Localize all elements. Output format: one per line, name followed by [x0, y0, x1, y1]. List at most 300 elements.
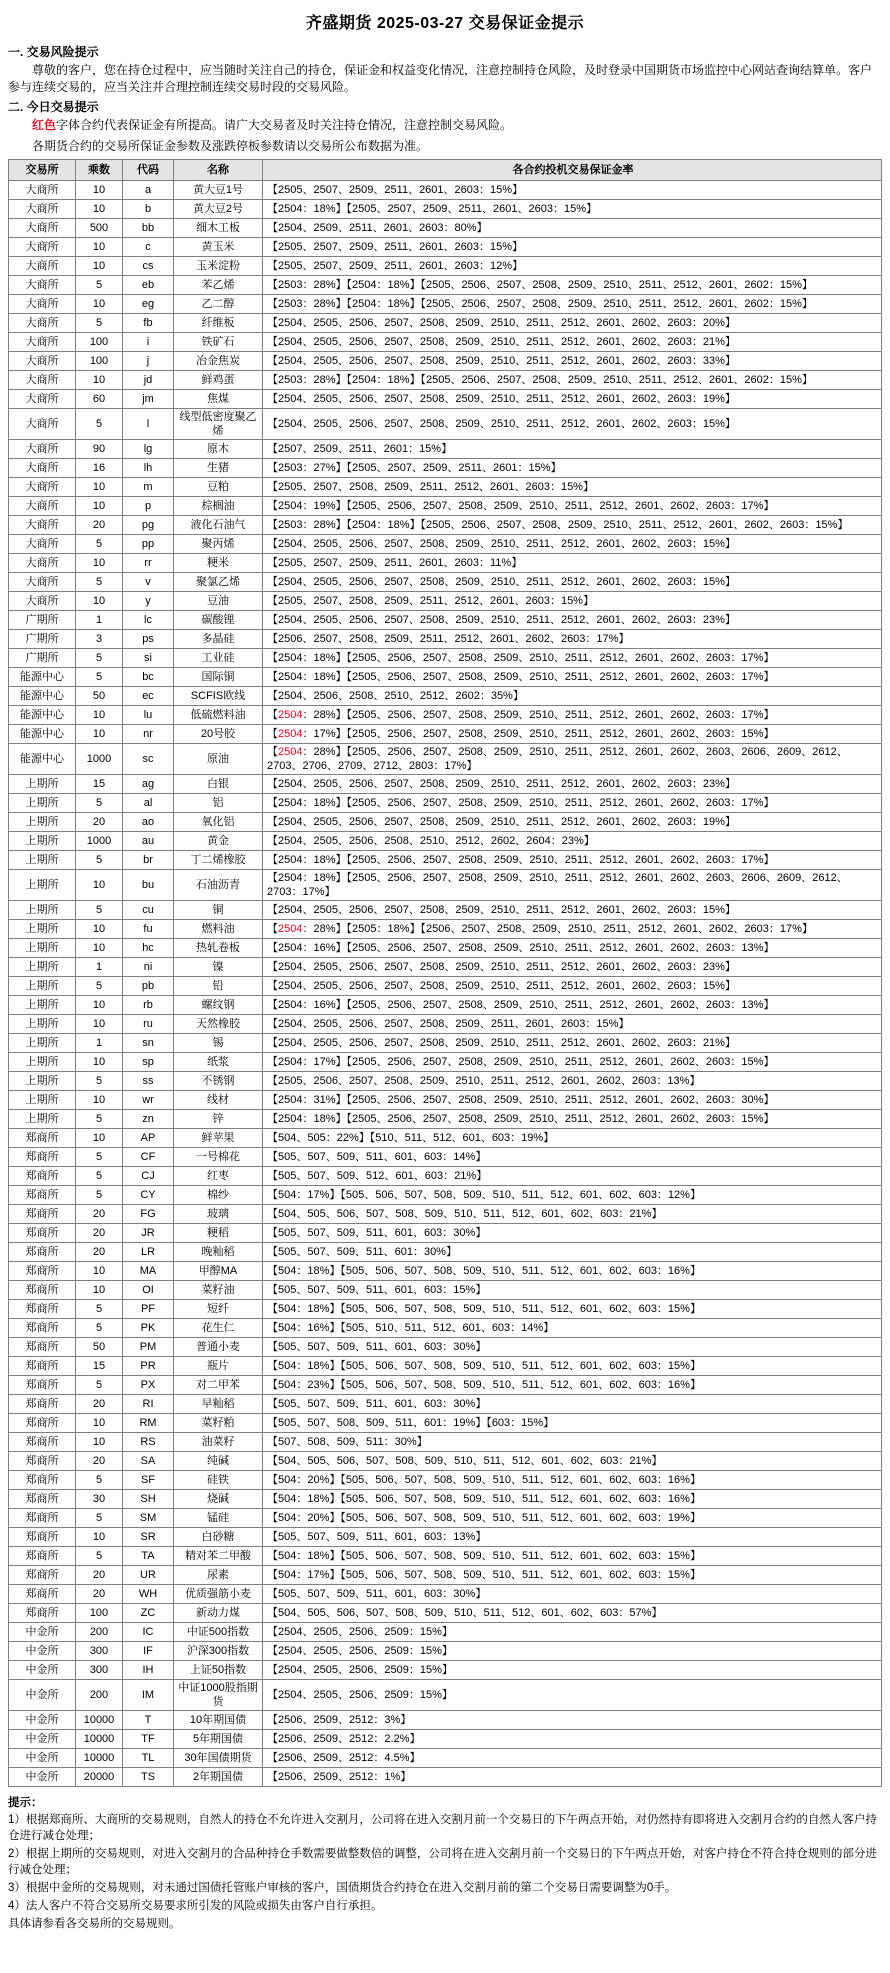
cell-exchange: 上期所: [9, 1053, 76, 1072]
cell-rate: 【2505、2507、2508、2509、2511、2512、2601、2603：15%】: [263, 592, 882, 611]
cell-exchange: 中金所: [9, 1680, 76, 1711]
cell-multiplier: 10: [76, 554, 123, 573]
note-item: 1）根据郑商所、大商所的交易规则，自然人的持仓不允许进入交割月，公司将在进入交割月前一个交易日的下午两点开始，对仍然持有即将进入交割月合约的自然人客户持仓进行减仓处理；: [8, 1814, 877, 1842]
table-row: [9, 1433, 882, 1452]
cell-multiplier: 1: [76, 1034, 123, 1053]
cell-name: 冶金焦炭: [174, 352, 263, 371]
cell-multiplier: 5: [76, 1376, 123, 1395]
cell-exchange: 大商所: [9, 535, 76, 554]
cell-code: b: [123, 200, 174, 219]
cell-multiplier: 5: [76, 1547, 123, 1566]
cell-rate: 【507、508、509、511：30%】: [263, 1433, 882, 1452]
cell-exchange: 郑商所: [9, 1547, 76, 1566]
cell-multiplier: 5: [76, 573, 123, 592]
cell-exchange: 广期所: [9, 611, 76, 630]
cell-exchange: 大商所: [9, 238, 76, 257]
cell-rate: 【505、507、509、511、601、603：14%】: [263, 1148, 882, 1167]
table-row: [9, 1547, 882, 1566]
cell-code: lg: [123, 440, 174, 459]
cell-multiplier: 10: [76, 238, 123, 257]
cell-code: RI: [123, 1395, 174, 1414]
cell-code: JR: [123, 1224, 174, 1243]
cell-code: jd: [123, 371, 174, 390]
table-row: [9, 1148, 882, 1167]
cell-rate: 【2504：18%】【2505、2506、2507、2508、2509、2510、2511、2512、2601、2602、2603、2606、2609、2612、2703：17%】: [263, 870, 882, 901]
margin-rate-table: [8, 159, 882, 1787]
cell-code: si: [123, 649, 174, 668]
cell-rate: 【504、505、506、507、508、509、510、511、512、601、602、603：21%】: [263, 1452, 882, 1471]
cell-rate: 【504：18%】【505、506、507、508、509、510、511、512、601、602、603：16%】: [263, 1262, 882, 1281]
cell-exchange: 郑商所: [9, 1490, 76, 1509]
cell-exchange: 郑商所: [9, 1509, 76, 1528]
cell-rate: 【2504、2505、2506、2507、2508、2509、2510、2511、2512、2601、2602、2603：15%】: [263, 901, 882, 920]
cell-name: 螺纹钢: [174, 996, 263, 1015]
cell-rate: 【2504：18%】【2505、2506、2507、2508、2509、2510、2511、2512、2601、2602、2603：17%】: [263, 668, 882, 687]
cell-code: cu: [123, 901, 174, 920]
cell-name: 玻璃: [174, 1205, 263, 1224]
cell-name: 热轧卷板: [174, 939, 263, 958]
cell-rate: 【2504：18%】【2505、2507、2509、2511、2601、2603：15%】: [263, 200, 882, 219]
cell-rate: 【504：20%】【505、506、507、508、509、510、511、512、601、602、603：19%】: [263, 1509, 882, 1528]
cell-rate: 【505、507、508、509、511、601：19%】【603：15%】: [263, 1414, 882, 1433]
cell-name: 豆粕: [174, 478, 263, 497]
cell-exchange: 上期所: [9, 939, 76, 958]
cell-rate: 【505、507、509、511、601：30%】: [263, 1243, 882, 1262]
cell-rate: 【2504：18%】【2505、2506、2507、2508、2509、2510、2511、2512、2601、2602、2603：17%】: [263, 851, 882, 870]
cell-rate: 【2504、2505、2506、2509：15%】: [263, 1623, 882, 1642]
table-row: [9, 390, 882, 409]
cell-multiplier: 10: [76, 592, 123, 611]
table-row: [9, 1167, 882, 1186]
cell-multiplier: 5: [76, 901, 123, 920]
cell-code: sc: [123, 744, 174, 775]
cell-multiplier: 10: [76, 181, 123, 200]
cell-exchange: 上期所: [9, 775, 76, 794]
cell-name: 铁矿石: [174, 333, 263, 352]
cell-name: 粳米: [174, 554, 263, 573]
cell-exchange: 能源中心: [9, 706, 76, 725]
cell-multiplier: 200: [76, 1680, 123, 1711]
section-risk-text: 尊敬的客户，您在持仓过程中，应当随时关注自己的持仓，保证金和权益变化情况，注意控制持仓风险，及时登录中国期货市场监控中心网站查询结算单。客户参与连续交易的，应当关注并合理控制连续交易时段的交易风险。: [8, 63, 873, 94]
cell-rate: 【2504、2505、2506、2507、2508、2509、2510、2511、2512、2601、2602、2603：15%】: [263, 409, 882, 440]
table-row: [9, 668, 882, 687]
table-row: [9, 920, 882, 939]
cell-rate: 【505、507、509、511、601、603：30%】: [263, 1395, 882, 1414]
cell-rate: 【2504：18%】【2505、2506、2507、2508、2509、2510、2511、2512、2601、2602、2603：17%】: [263, 649, 882, 668]
table-row: [9, 1414, 882, 1433]
cell-exchange: 郑商所: [9, 1452, 76, 1471]
cell-rate: 【2503：28%】【2504：18%】【2505、2506、2507、2508、2509、2510、2511、2512、2601、2602：15%】: [263, 295, 882, 314]
cell-rate: 【2504、2509、2511、2601、2603：80%】: [263, 219, 882, 238]
note-item: 4）法人客户不符合交易所交易要求所引发的风险或损失由客户自行承担。: [8, 1900, 383, 1912]
cell-name: 聚氯乙烯: [174, 573, 263, 592]
cell-name: 中证1000股指期货: [174, 1680, 263, 1711]
cell-multiplier: 5: [76, 1319, 123, 1338]
cell-code: CF: [123, 1148, 174, 1167]
cell-code: a: [123, 181, 174, 200]
cell-code: m: [123, 478, 174, 497]
cell-name: 短纤: [174, 1300, 263, 1319]
cell-exchange: 上期所: [9, 1072, 76, 1091]
cell-code: pp: [123, 535, 174, 554]
section-today-text-1: [8, 117, 882, 134]
cell-rate: 【2505、2507、2509、2511、2601、2603：11%】: [263, 554, 882, 573]
cell-multiplier: 500: [76, 219, 123, 238]
cell-code: bc: [123, 668, 174, 687]
cell-rate: 【2506、2509、2512：4.5%】: [263, 1749, 882, 1768]
cell-rate: 【2504：18%】【2505、2506、2507、2508、2509、2510、2511、2512、2601、2602、2603：17%】: [263, 794, 882, 813]
table-row: [9, 276, 882, 295]
cell-code: bu: [123, 870, 174, 901]
cell-rate: 【504：16%】【505、510、511、512、601、603：14%】: [263, 1319, 882, 1338]
cell-exchange: 中金所: [9, 1730, 76, 1749]
cell-multiplier: 10000: [76, 1749, 123, 1768]
table-row: [9, 592, 882, 611]
cell-rate: 【2504：28%】【2505：18%】【2506、2507、2508、2509、2510、2511、2512、2601、2602、2603：17%】: [263, 920, 882, 939]
cell-multiplier: 10000: [76, 1730, 123, 1749]
cell-exchange: 上期所: [9, 901, 76, 920]
cell-name: 2年期国债: [174, 1768, 263, 1787]
cell-multiplier: 5: [76, 649, 123, 668]
cell-rate: 【2503：28%】【2504：18%】【2505、2506、2507、2508、2509、2510、2511、2512、2601、2602：15%】: [263, 371, 882, 390]
cell-exchange: 郑商所: [9, 1186, 76, 1205]
cell-exchange: 上期所: [9, 977, 76, 996]
cell-code: SF: [123, 1471, 174, 1490]
cell-rate: 【2504：28%】【2505、2506、2507、2508、2509、2510、2511、2512、2601、2602、2603：17%】: [263, 706, 882, 725]
page-title: 齐盛期货 2025-03-27 交易保证金提示: [305, 15, 585, 32]
cell-rate: 【504：18%】【505、506、507、508、509、510、511、512、601、602、603：15%】: [263, 1547, 882, 1566]
cell-code: SR: [123, 1528, 174, 1547]
cell-name: 工业硅: [174, 649, 263, 668]
cell-exchange: 上期所: [9, 958, 76, 977]
cell-multiplier: 20: [76, 1585, 123, 1604]
cell-rate: 【2504、2505、2506、2507、2508、2509、2510、2511、2512、2601、2602、2603：23%】: [263, 775, 882, 794]
cell-rate: 【2504、2505、2506、2507、2508、2509、2510、2511、2512、2601、2602、2603：21%】: [263, 333, 882, 352]
cell-exchange: 郑商所: [9, 1357, 76, 1376]
cell-name: 菜籽粕: [174, 1414, 263, 1433]
cell-multiplier: 10: [76, 920, 123, 939]
cell-name: 焦煤: [174, 390, 263, 409]
cell-exchange: 大商所: [9, 200, 76, 219]
cell-code: FG: [123, 1205, 174, 1224]
rate-red-month: 2504: [278, 709, 303, 721]
cell-exchange: 中金所: [9, 1711, 76, 1730]
table-row: [9, 1300, 882, 1319]
cell-multiplier: 5: [76, 1110, 123, 1129]
cell-exchange: 大商所: [9, 516, 76, 535]
cell-code: PX: [123, 1376, 174, 1395]
table-row: [9, 440, 882, 459]
cell-multiplier: 10: [76, 706, 123, 725]
cell-code: wr: [123, 1091, 174, 1110]
cell-multiplier: 5: [76, 535, 123, 554]
cell-name: 菜籽油: [174, 1281, 263, 1300]
table-row: [9, 1680, 882, 1711]
cell-code: rb: [123, 996, 174, 1015]
table-body: [9, 181, 882, 1787]
cell-exchange: 郑商所: [9, 1129, 76, 1148]
table-row: [9, 1566, 882, 1585]
cell-exchange: 上期所: [9, 851, 76, 870]
cell-name: 沪深300指数: [174, 1642, 263, 1661]
rate-red-month: 2504: [278, 923, 303, 935]
cell-name: 新动力煤: [174, 1604, 263, 1623]
table-row: [9, 1711, 882, 1730]
footer-notes: [8, 1795, 882, 1932]
table-row: [9, 1243, 882, 1262]
cell-name: 生猪: [174, 459, 263, 478]
table-row: [9, 573, 882, 592]
cell-name: 普通小麦: [174, 1338, 263, 1357]
cell-name: 国际铜: [174, 668, 263, 687]
cell-exchange: 上期所: [9, 1034, 76, 1053]
cell-code: SM: [123, 1509, 174, 1528]
table-row: [9, 851, 882, 870]
cell-multiplier: 10: [76, 1433, 123, 1452]
cell-exchange: 郑商所: [9, 1471, 76, 1490]
table-row: [9, 649, 882, 668]
table-row: [9, 1281, 882, 1300]
cell-multiplier: 10: [76, 1129, 123, 1148]
cell-name: 瓶片: [174, 1357, 263, 1376]
cell-code: IM: [123, 1680, 174, 1711]
cell-name: 烧碱: [174, 1490, 263, 1509]
cell-rate: 【2504、2505、2506、2509：15%】: [263, 1661, 882, 1680]
table-row: [9, 1585, 882, 1604]
cell-exchange: 上期所: [9, 813, 76, 832]
cell-name: 尿素: [174, 1566, 263, 1585]
cell-multiplier: 5: [76, 1509, 123, 1528]
cell-name: 氧化铝: [174, 813, 263, 832]
cell-rate: 【2505、2507、2509、2511、2601、2603：12%】: [263, 257, 882, 276]
cell-rate: 【505、507、509、511、601、603：30%】: [263, 1585, 882, 1604]
cell-exchange: 中金所: [9, 1642, 76, 1661]
cell-rate: 【2504：18%】【2505、2506、2507、2508、2509、2510、2511、2512、2601、2602、2603：15%】: [263, 1110, 882, 1129]
table-row: [9, 958, 882, 977]
cell-code: rr: [123, 554, 174, 573]
cell-multiplier: 5: [76, 1300, 123, 1319]
cell-multiplier: 10: [76, 870, 123, 901]
cell-exchange: 大商所: [9, 352, 76, 371]
cell-exchange: 郑商所: [9, 1243, 76, 1262]
cell-rate: 【2503：28%】【2504：18%】【2505、2506、2507、2508、2509、2510、2511、2512、2601、2602、2603：15%】: [263, 516, 882, 535]
cell-name: 鲜鸡蛋: [174, 371, 263, 390]
cell-code: lu: [123, 706, 174, 725]
table-row: [9, 333, 882, 352]
cell-name: 铝: [174, 794, 263, 813]
cell-exchange: 大商所: [9, 554, 76, 573]
cell-code: ps: [123, 630, 174, 649]
rate-red-month: 2504: [278, 728, 303, 740]
cell-exchange: 郑商所: [9, 1585, 76, 1604]
cell-rate: 【504：18%】【505、506、507、508、509、510、511、512、601、602、603：15%】: [263, 1357, 882, 1376]
cell-name: 聚丙烯: [174, 535, 263, 554]
cell-exchange: 上期所: [9, 920, 76, 939]
note-item: 具体请参看各交易所的交易规则。: [8, 1918, 181, 1930]
cell-multiplier: 90: [76, 440, 123, 459]
cell-rate: 【2506、2509、2512：1%】: [263, 1768, 882, 1787]
cell-multiplier: 5: [76, 1471, 123, 1490]
cell-name: 苯乙烯: [174, 276, 263, 295]
cell-code: IF: [123, 1642, 174, 1661]
cell-name: 丁二烯橡胶: [174, 851, 263, 870]
cell-multiplier: 20: [76, 1205, 123, 1224]
cell-code: br: [123, 851, 174, 870]
cell-code: pg: [123, 516, 174, 535]
col-exchange: 交易所: [9, 160, 76, 181]
cell-name: 纤维板: [174, 314, 263, 333]
cell-multiplier: 10: [76, 939, 123, 958]
cell-code: SH: [123, 1490, 174, 1509]
cell-multiplier: 10: [76, 295, 123, 314]
cell-exchange: 大商所: [9, 573, 76, 592]
cell-multiplier: 10: [76, 1015, 123, 1034]
table-row: [9, 813, 882, 832]
cell-name: 原木: [174, 440, 263, 459]
table-row: [9, 1186, 882, 1205]
cell-code: PR: [123, 1357, 174, 1376]
cell-multiplier: 10: [76, 725, 123, 744]
cell-exchange: 郑商所: [9, 1300, 76, 1319]
cell-rate: 【2505、2507、2509、2511、2601、2603：15%】: [263, 181, 882, 200]
cell-rate: 【2504：28%】【2505、2506、2507、2508、2509、2510、2511、2512、2601、2602、2603、2606、2609、2612、2703、2706、2709、2712、2803：17%】: [263, 744, 882, 775]
table-row: [9, 870, 882, 901]
cell-code: lc: [123, 611, 174, 630]
table-row: [9, 1015, 882, 1034]
table-row: [9, 1376, 882, 1395]
table-row: [9, 1110, 882, 1129]
cell-exchange: 郑商所: [9, 1319, 76, 1338]
cell-code: cs: [123, 257, 174, 276]
cell-code: UR: [123, 1566, 174, 1585]
cell-exchange: 郑商所: [9, 1205, 76, 1224]
cell-multiplier: 5: [76, 1072, 123, 1091]
cell-exchange: 郑商所: [9, 1604, 76, 1623]
cell-code: IH: [123, 1661, 174, 1680]
cell-rate: 【2505、2507、2508、2509、2511、2512、2601、2603：15%】: [263, 478, 882, 497]
cell-rate: 【2504、2505、2506、2507、2508、2509、2510、2511、2512、2601、2602、2603：15%】: [263, 535, 882, 554]
cell-multiplier: 15: [76, 1357, 123, 1376]
table-row: [9, 706, 882, 725]
cell-exchange: 大商所: [9, 497, 76, 516]
cell-rate: 【2505、2506、2507、2508、2509、2510、2511、2512、2601、2602、2603：13%】: [263, 1072, 882, 1091]
cell-rate: 【504：17%】【505、506、507、508、509、510、511、512、601、602、603：15%】: [263, 1566, 882, 1585]
cell-rate: 【504：17%】【505、506、507、508、509、510、511、512、601、602、603：12%】: [263, 1186, 882, 1205]
cell-multiplier: 5: [76, 851, 123, 870]
cell-name: 液化石油气: [174, 516, 263, 535]
cell-code: sp: [123, 1053, 174, 1072]
cell-multiplier: 16: [76, 459, 123, 478]
cell-exchange: 大商所: [9, 409, 76, 440]
table-row: [9, 630, 882, 649]
cell-multiplier: 10: [76, 200, 123, 219]
cell-multiplier: 10: [76, 1091, 123, 1110]
cell-code: PF: [123, 1300, 174, 1319]
cell-exchange: 上期所: [9, 1015, 76, 1034]
cell-name: SCFIS欧线: [174, 687, 263, 706]
cell-code: ec: [123, 687, 174, 706]
cell-name: 锡: [174, 1034, 263, 1053]
table-row: [9, 516, 882, 535]
table-row: [9, 1262, 882, 1281]
table-row: [9, 1642, 882, 1661]
cell-exchange: 郑商所: [9, 1262, 76, 1281]
cell-rate: 【504：18%】【505、506、507、508、509、510、511、512、601、602、603：15%】: [263, 1300, 882, 1319]
cell-rate: 【504：18%】【505、506、507、508、509、510、511、512、601、602、603：16%】: [263, 1490, 882, 1509]
cell-multiplier: 1: [76, 611, 123, 630]
cell-code: TA: [123, 1547, 174, 1566]
cell-name: 玉米淀粉: [174, 257, 263, 276]
cell-exchange: 大商所: [9, 440, 76, 459]
table-row: [9, 775, 882, 794]
cell-rate: 【505、507、509、511、601、603：15%】: [263, 1281, 882, 1300]
cell-exchange: 上期所: [9, 1091, 76, 1110]
cell-multiplier: 200: [76, 1623, 123, 1642]
cell-rate: 【2506、2509、2512：3%】: [263, 1711, 882, 1730]
table-row: [9, 497, 882, 516]
cell-multiplier: 5: [76, 668, 123, 687]
cell-code: RS: [123, 1433, 174, 1452]
cell-multiplier: 100: [76, 333, 123, 352]
table-row: [9, 1730, 882, 1749]
table-row: [9, 939, 882, 958]
cell-multiplier: 10: [76, 1262, 123, 1281]
cell-rate: 【504、505：22%】【510、511、512、601、603：19%】: [263, 1129, 882, 1148]
cell-multiplier: 3: [76, 630, 123, 649]
cell-name: 10年期国债: [174, 1711, 263, 1730]
table-row: [9, 1471, 882, 1490]
table-row: [9, 314, 882, 333]
section-today-text-2: 各期货合约的交易所保证金参数及涨跌停板参数请以交易所公布数据为准。: [32, 139, 429, 153]
cell-multiplier: 10: [76, 371, 123, 390]
cell-rate: 【2504、2505、2506、2507、2508、2509、2511、2601、2603：15%】: [263, 1015, 882, 1034]
cell-rate: 【2504、2505、2506、2507、2508、2509、2510、2511、2512、2601、2602、2603：19%】: [263, 813, 882, 832]
table-row: [9, 409, 882, 440]
cell-exchange: 郑商所: [9, 1281, 76, 1300]
table-row: [9, 1205, 882, 1224]
cell-code: l: [123, 409, 174, 440]
cell-name: 黄大豆1号: [174, 181, 263, 200]
cell-code: zn: [123, 1110, 174, 1129]
cell-code: PM: [123, 1338, 174, 1357]
cell-code: v: [123, 573, 174, 592]
cell-exchange: 大商所: [9, 314, 76, 333]
cell-name: 早籼稻: [174, 1395, 263, 1414]
cell-multiplier: 10: [76, 1281, 123, 1300]
table-row: [9, 295, 882, 314]
table-row: [9, 1528, 882, 1547]
cell-code: al: [123, 794, 174, 813]
cell-code: i: [123, 333, 174, 352]
cell-multiplier: 10: [76, 257, 123, 276]
rate-red-month: 2504: [278, 746, 303, 758]
cell-exchange: 大商所: [9, 478, 76, 497]
cell-code: eb: [123, 276, 174, 295]
table-row: [9, 1072, 882, 1091]
cell-exchange: 上期所: [9, 832, 76, 851]
cell-name: 石油沥青: [174, 870, 263, 901]
table-row: [9, 1395, 882, 1414]
cell-name: 线材: [174, 1091, 263, 1110]
cell-code: ag: [123, 775, 174, 794]
cell-code: AP: [123, 1129, 174, 1148]
cell-code: ss: [123, 1072, 174, 1091]
cell-rate: 【504、505、506、507、508、509、510、511、512、601、602、603：57%】: [263, 1604, 882, 1623]
table-row: [9, 744, 882, 775]
cell-name: 红枣: [174, 1167, 263, 1186]
cell-multiplier: 100: [76, 1604, 123, 1623]
cell-name: 乙二醇: [174, 295, 263, 314]
